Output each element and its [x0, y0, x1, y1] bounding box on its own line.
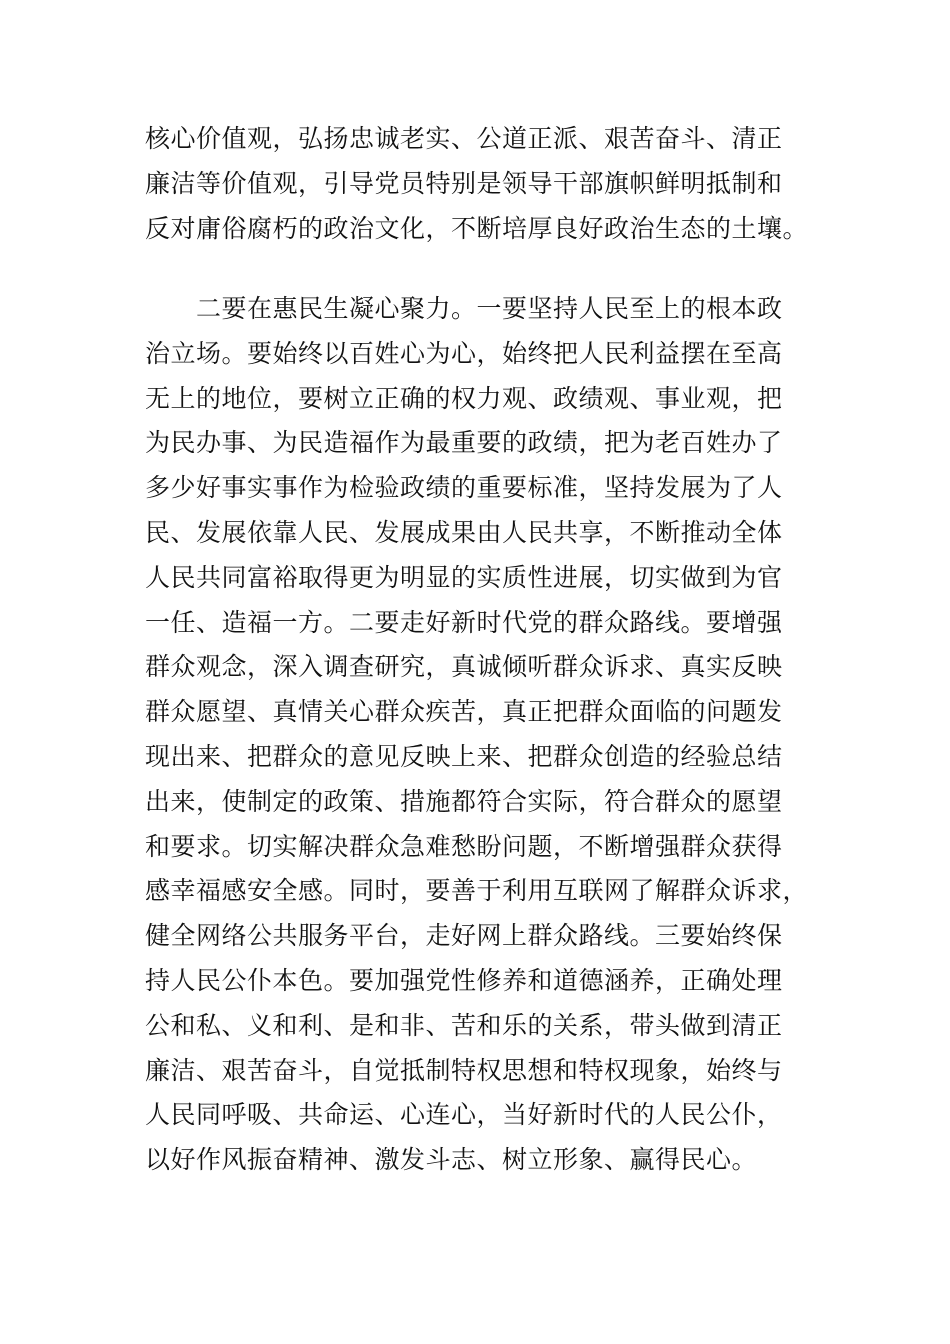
text-line: 以好作风振奋精神、激发斗志、树立形象、赢得民心。: [145, 1145, 758, 1175]
text-line: 廉洁、艰苦奋斗，自觉抵制特权思想和特权现象，始终与: [145, 1055, 783, 1085]
text-line: 持人民公仆本色。要加强党性修养和道德涵养，正确处理: [145, 965, 783, 995]
text-line: 健全网络公共服务平台，走好网上群众路线。三要始终保: [145, 921, 783, 951]
text-line: 感幸福感安全感。同时，要善于利用互联网了解群众诉求，: [145, 876, 809, 906]
text-line: 一任、造福一方。二要走好新时代党的群众路线。要增强: [145, 607, 783, 637]
text-line: 治立场。要始终以百姓心为心，始终把人民利益摆在至高: [145, 338, 783, 368]
text-line: 无上的地位，要树立正确的权力观、政绩观、事业观，把: [145, 383, 783, 413]
paragraph-continuation: [145, 117, 825, 251]
text-line: 现出来、把群众的意见反映上来、把群众创造的经验总结: [145, 741, 783, 771]
text-line: 为民办事、为民造福作为最重要的政绩，把为老百姓办了: [145, 428, 783, 458]
paragraph-livelihood: [145, 287, 825, 1183]
text-line: 人民共同富裕取得更为明显的实质性进展，切实做到为官: [145, 562, 783, 592]
text-line: 群众愿望、真情关心群众疾苦，真正把群众面临的问题发: [145, 697, 783, 727]
text-line: 和要求。切实解决群众急难愁盼问题，不断增强群众获得: [145, 831, 783, 861]
text-line: 群众观念，深入调查研究，真诚倾听群众诉求、真实反映: [145, 652, 783, 682]
text-line: 反对庸俗腐朽的政治文化，不断培厚良好政治生态的土壤。: [145, 213, 809, 243]
text-line: 二要在惠民生凝心聚力。一要坚持人民至上的根本政: [145, 294, 783, 323]
text-line: 民、发展依靠人民、发展成果由人民共享，不断推动全体: [145, 517, 783, 547]
text-line: 廉洁等价值观，引导党员特别是领导干部旗帜鲜明抵制和: [145, 168, 783, 198]
text-line: 公和私、义和利、是和非、苦和乐的关系，带头做到清正: [145, 1010, 783, 1040]
text-line: 出来，使制定的政策、措施都符合实际，符合群众的愿望: [145, 786, 783, 816]
text-line: 多少好事实事作为检验政绩的重要标准，坚持发展为了人: [145, 473, 783, 503]
text-line: 核心价值观，弘扬忠诚老实、公道正派、艰苦奋斗、清正: [145, 124, 783, 153]
text-line: 人民同呼吸、共命运、心连心，当好新时代的人民公仆，: [145, 1100, 783, 1130]
